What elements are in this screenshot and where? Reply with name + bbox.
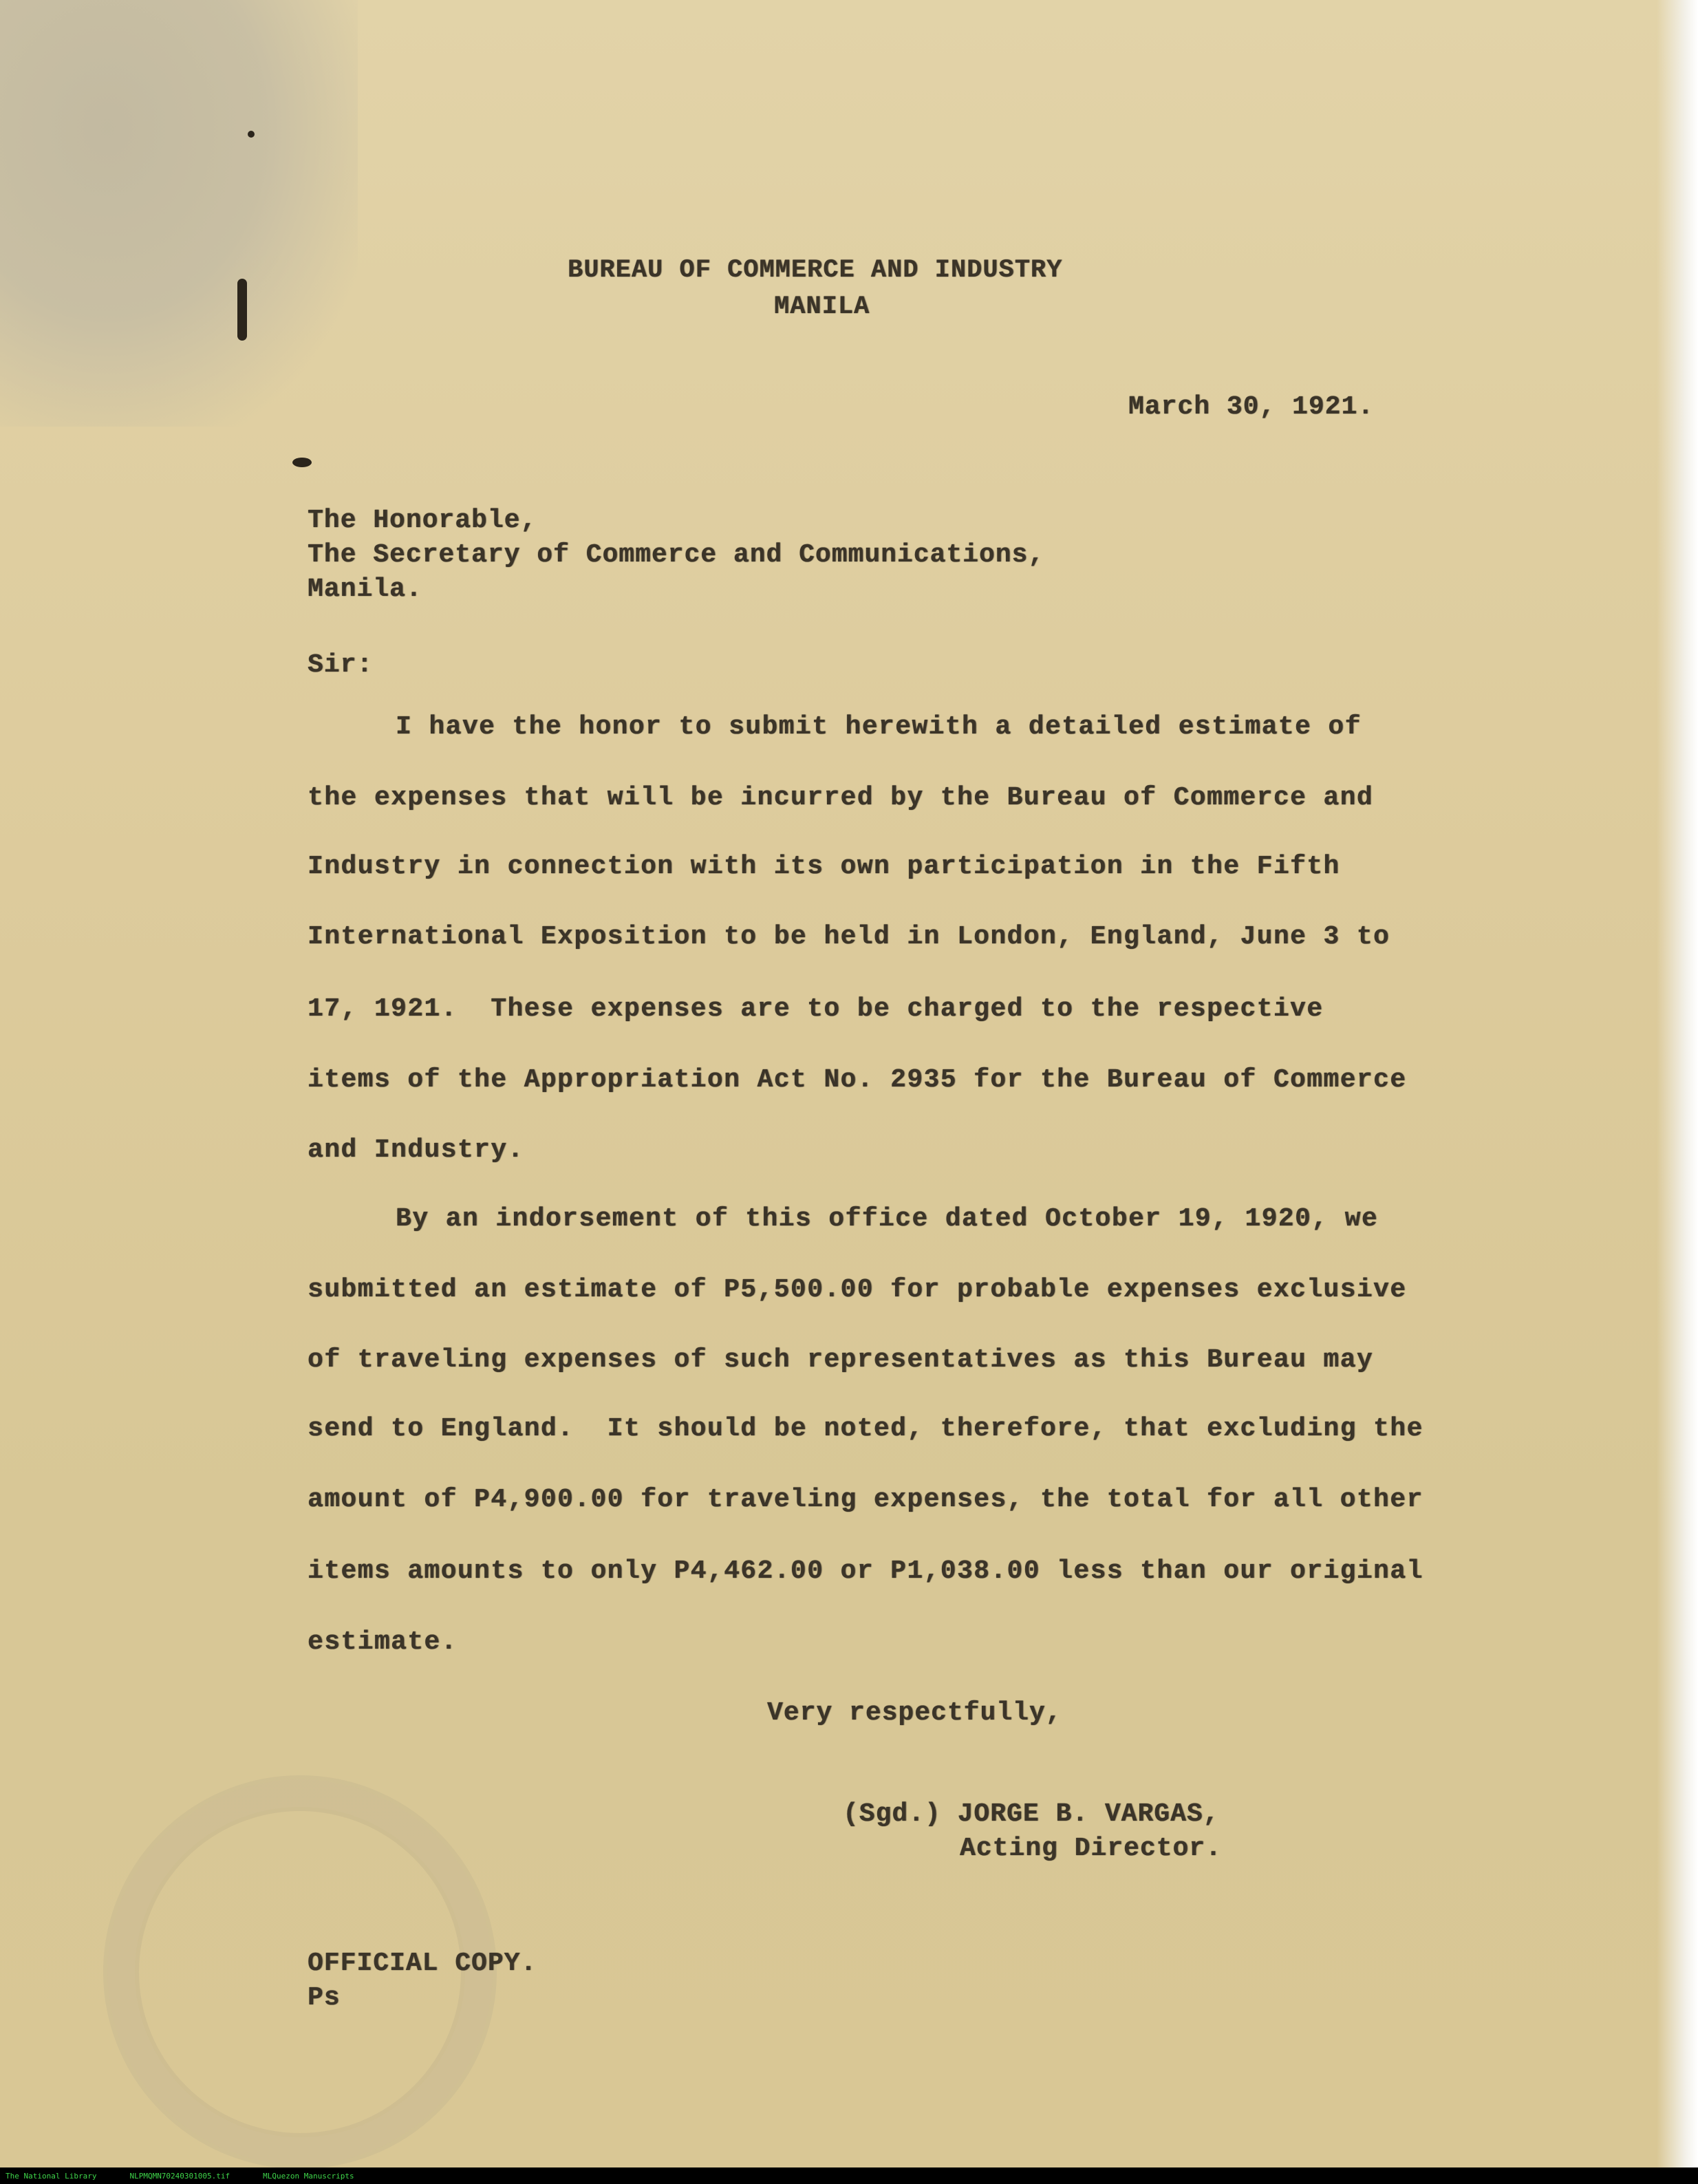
ink-mark	[248, 131, 255, 138]
letterhead-title: BUREAU OF COMMERCE AND INDUSTRY	[568, 256, 1063, 285]
scan-collection: MLQuezon Manuscripts	[263, 2171, 354, 2181]
paragraph-line: send to England. It should be noted, therefore, that excluding the	[308, 1414, 1423, 1444]
paragraph-line: and Industry.	[308, 1135, 524, 1165]
paragraph-line: items amounts to only P4,462.00 or P1,038.00 less than our original	[308, 1556, 1423, 1586]
paper-edge	[1657, 0, 1698, 2167]
addressee-line-1: The Honorable,	[308, 506, 537, 535]
salutation: Sir:	[308, 650, 374, 680]
paragraph-line: submitted an estimate of P5,500.00 for probable expenses exclusive	[308, 1275, 1407, 1305]
ink-mark	[292, 458, 312, 467]
paragraph-line: of traveling expenses of such representatives as this Bureau may	[308, 1345, 1374, 1375]
ink-mark	[237, 279, 247, 341]
closing: Very respectfully,	[767, 1698, 1062, 1728]
signature-title: Acting Director.	[960, 1834, 1222, 1863]
paragraph-line: the expenses that will be incurred by the Bureau of Commerce and	[308, 783, 1374, 813]
age-stain	[0, 0, 358, 427]
scan-file: NLPMQMN70240301005.tif	[129, 2171, 230, 2181]
paragraph-line: 17, 1921. These expenses are to be charged to the respective	[308, 994, 1324, 1024]
paragraph-line: estimate.	[308, 1627, 458, 1657]
paragraph-line: I have the honor to submit herewith a detailed estimate of	[396, 712, 1362, 742]
paragraph-line: Industry in connection with its own participation in the Fifth	[308, 852, 1340, 881]
scan-footer	[0, 2167, 1698, 2184]
letter-date: March 30, 1921.	[1128, 392, 1375, 422]
typist-initials: Ps	[308, 1983, 341, 2013]
letterhead-city: MANILA	[774, 292, 870, 321]
official-copy-note: OFFICIAL COPY.	[308, 1949, 537, 1978]
addressee-line-3: Manila.	[308, 575, 422, 604]
scan-library: The National Library	[6, 2171, 97, 2181]
paragraph-line: International Exposition to be held in London, England, June 3 to	[308, 922, 1390, 952]
addressee-line-2: The Secretary of Commerce and Communications,	[308, 540, 1045, 570]
paragraph-line: items of the Appropriation Act No. 2935 for the Bureau of Commerce	[308, 1065, 1407, 1095]
signature-name: (Sgd.) JORGE B. VARGAS,	[843, 1799, 1220, 1829]
paragraph-line: By an indorsement of this office dated October 19, 1920, we	[396, 1204, 1379, 1234]
paragraph-line: amount of P4,900.00 for traveling expenses, the total for all other	[308, 1485, 1423, 1514]
